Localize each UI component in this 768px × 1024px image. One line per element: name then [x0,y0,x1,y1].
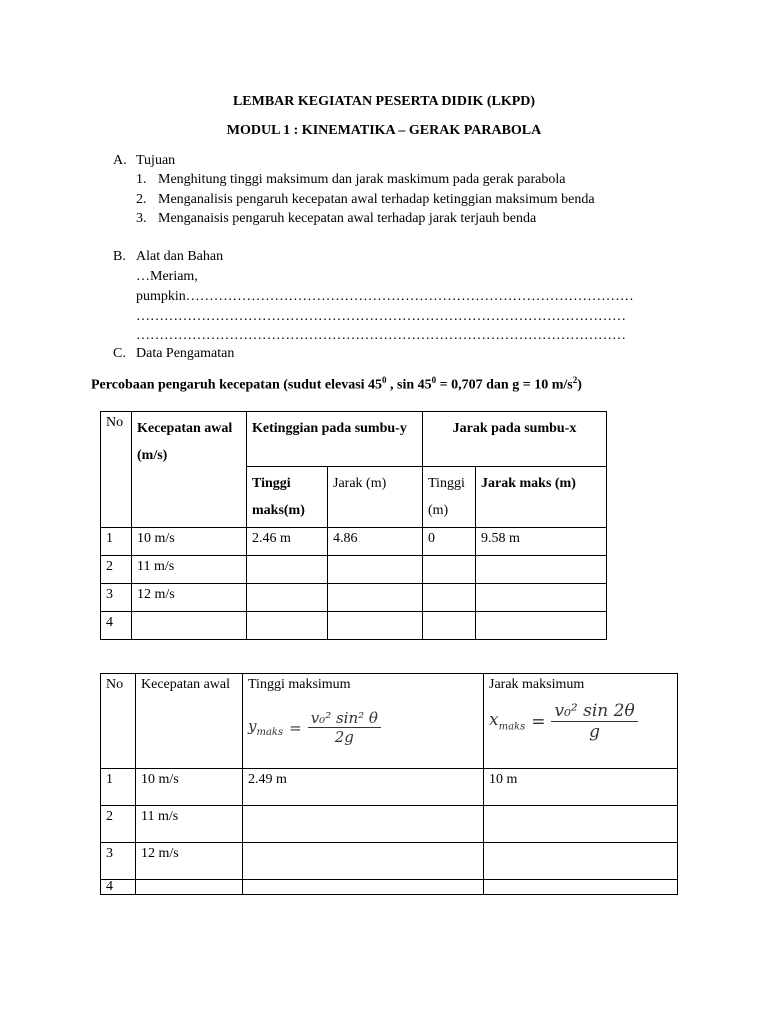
header-max-height: Tinggi maksimum $y_{maks}$ = $\frac{\text{v₀² sin² θ}}{2g}$ [243,674,484,769]
section-c-heading: C. Data Pengamatan [113,346,235,361]
objective-item: 1. Menghitung tinggi maksimum dan jarak maskimum pada gerak parabola [136,172,566,187]
header-height-axis: Ketinggian pada sumbu-y [247,412,423,467]
materials-line: …Meriam, [136,269,198,284]
table-row: 3 12 m/s [101,584,607,612]
materials-line: pumpkin…………………………………………………………………………………… [136,289,634,304]
table-row: 1 10 m/s 2.49 m 10 m [101,769,678,806]
header-distance: Jarak (m) [328,467,423,528]
max-distance-formula: $x_{maks}$ = $\frac{\text{v₀² sin 2θ}}{g}$ [489,701,672,742]
table-row: 2 11 m/s [101,556,607,584]
materials-line: …………………………………………………………………………………………… [136,309,626,324]
module-title: MODUL 1 : KINEMATIKA – GERAK PARABOLA [226,123,542,138]
header-speed: Kecepatan awal (m/s) [132,412,247,528]
header-max-height: Tinggi maks(m) [247,467,328,528]
table-row: 1 10 m/s 2.46 m 4.86 0 9.58 m [101,528,607,556]
max-height-formula: $y_{maks}$ = $\frac{\text{v₀² sin² θ}}{2g}$ [248,709,478,746]
header-no: No [101,674,136,769]
table-row: 2 11 m/s [101,806,678,843]
objective-item: 2. Menganalisis pengaruh kecepatan awal terhadap ketinggian maksimum benda [136,192,595,207]
section-a-heading: A. Tujuan [113,153,176,168]
table-row: 4 [101,612,607,640]
experiment-caption: Percobaan pengaruh kecepatan (sudut elevasi $45^0$ , $\sin 45^0 = 0,707$ dan g = 10 $m/s^2$) [91,375,582,393]
table-row: 3 12 m/s [101,843,678,880]
header-speed: Kecepatan awal [136,674,243,769]
objective-item: 3. Menganaisis pengaruh kecepatan awal terhadap jarak terjauh benda [136,211,537,226]
observation-table [100,411,607,640]
table-row: 4 [101,880,678,895]
header-max-distance: Jarak maks (m) [476,467,607,528]
header-distance-axis: Jarak pada sumbu-x [423,412,607,467]
header-max-distance: Jarak maksimum $x_{maks}$ = $\frac{\text{v₀² sin 2θ}}{g}$ [484,674,678,769]
header-no: No [101,412,132,528]
formula-table [100,673,678,895]
document-title: LEMBAR KEGIATAN PESERTA DIDIK (LKPD) [232,94,536,109]
materials-line: …………………………………………………………………………………………… [136,328,626,343]
header-height: Tinggi (m) [423,467,476,528]
section-b-heading: B. Alat dan Bahan [113,249,224,264]
